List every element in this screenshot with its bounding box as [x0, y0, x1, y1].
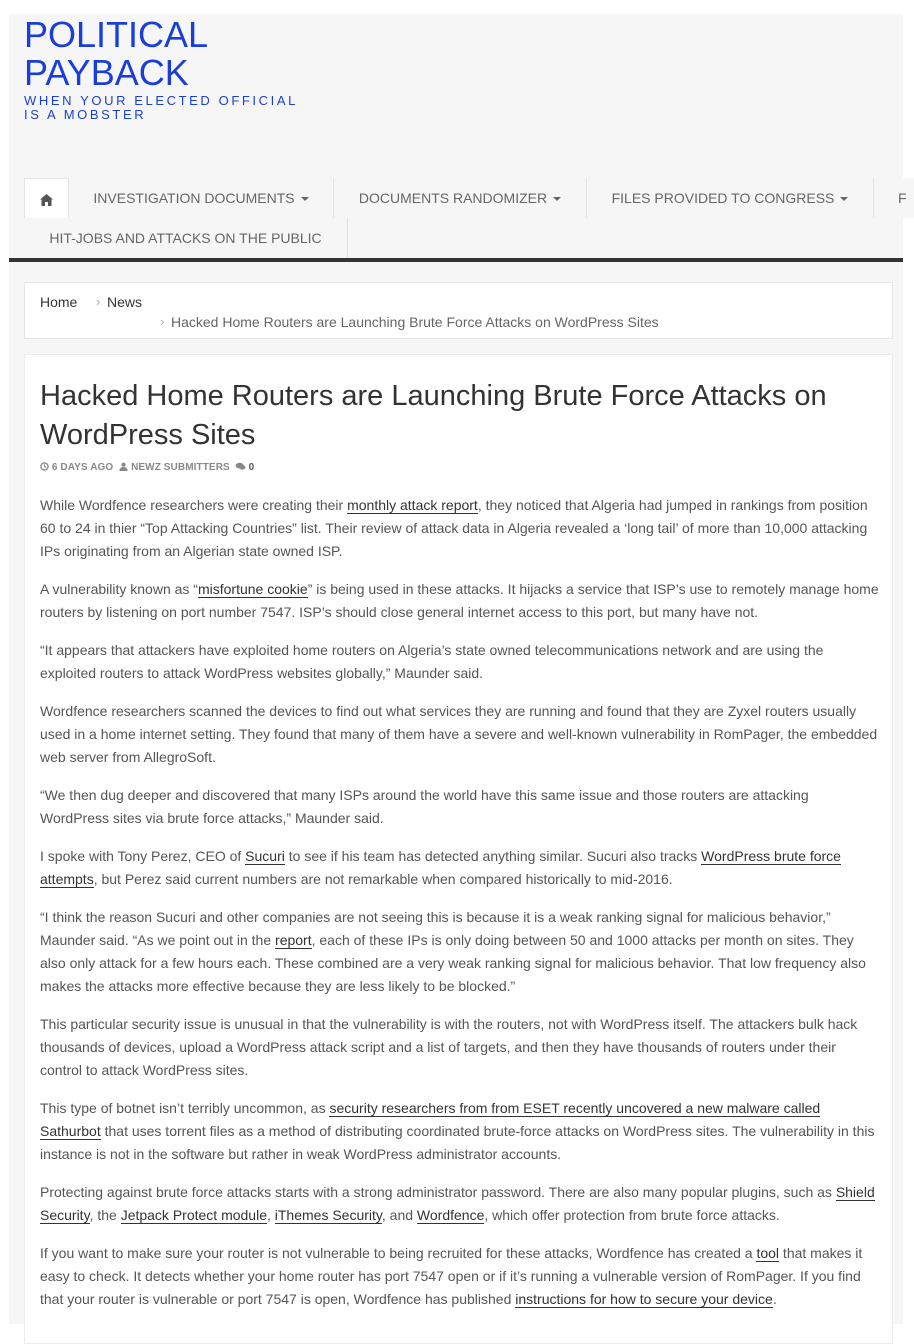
- breadcrumb: [24, 282, 893, 339]
- paragraph: A vulnerability known as “misfortune cookie” is being used in these attacks. It hijacks a service that ISP’s use to remotely manage home routers by listening on port number 7547. ISP’s should close general internet access to this port, but many have not.: [40, 581, 879, 620]
- paragraph: Wordfence researchers scanned the devices to find out what services they are running and found that they are Zyxel routers usually used in a home internet setting. They found that many of them have a severe and well-known vulnerability in RomPager, the embedded web server from AllegroSoft.: [40, 703, 878, 765]
- paragraph: “I think the reason Sucuri and other companies are not seeing this is because it is a weak ranking signal for malicious behavior,” Maunder said. “As we point out in the report, each of these IPs is only doing between 50 and 1000 attacks per month on sites. They also only attack for a few hours each. These combined are a very weak ranking signal for malicious behavior. That low frequency also makes the attacks more effective because they are less likely to be blocked.”: [40, 909, 866, 994]
- link-secure-device-instructions[interactable]: instructions for how to secure your device: [515, 1291, 773, 1307]
- paragraph: If you want to make sure your router is not vulnerable to being recruited for these attacks, Wordfence has created a tool that makes it easy to check. It detects whether your home router has port 7547 open or if it’s running a vulnerable version of RomPager. If you find that your router is vulnerable or port 7547 is open, Wordfence has published instructions for how to secure your device.: [40, 1245, 863, 1307]
- breadcrumb-current: Hacked Home Routers are Launching Brute Force Attacks on WordPress Sites: [171, 314, 659, 330]
- caret-down-icon: [840, 197, 848, 201]
- article-meta: [40, 462, 254, 473]
- nav-home[interactable]: [24, 178, 69, 218]
- page: [9, 14, 907, 1324]
- clock-icon: [40, 462, 49, 471]
- breadcrumb-home[interactable]: Home: [40, 294, 78, 310]
- nav-label: DOCUMENTS RANDOMIZER: [358, 190, 548, 206]
- nav-label: F: [898, 190, 907, 206]
- site-tagline-line2: IS A MOBSTER: [24, 107, 147, 122]
- nav-label: INVESTIGATION DOCUMENTS: [93, 190, 295, 206]
- nav-divider: [9, 258, 903, 262]
- paragraph: Protecting against brute force attacks starts with a strong administrator password. There are also many popular plugins, such as Shield Security, the Jetpack Protect module, iThemes Security, and Wordfence, which offer protection from brute force attacks.: [40, 1184, 875, 1223]
- article: [24, 354, 893, 1344]
- nav-label: FILES PROVIDED TO CONGRESS: [611, 190, 835, 206]
- link-tool[interactable]: tool: [756, 1245, 780, 1261]
- paragraph: “It appears that attackers have exploited home routers on Algeria’s state owned telecommunications network and are using the exploited routers to attack WordPress websites globally,” Maunder said.: [40, 642, 824, 681]
- site-header: [9, 14, 903, 178]
- paragraph: While Wordfence researchers were creating their monthly attack report, they noticed that Algeria had jumped in rankings from position 60 to 24 in thier “Top Attacking Countries” list. Their review of attack data in Algeria revealed a ‘long tail’ of more than 10,000 attacking IPs originating from an Algerian state owned ISP.: [40, 497, 868, 559]
- link-jetpack-protect[interactable]: Jetpack Protect module: [120, 1207, 267, 1223]
- link-wordfence[interactable]: Wordfence: [416, 1207, 485, 1223]
- link-ithemes-security[interactable]: iThemes Security: [274, 1207, 382, 1223]
- caret-down-icon: [553, 197, 561, 201]
- nav-documents-randomizer[interactable]: [334, 178, 587, 218]
- post-author[interactable]: NEWZ SUBMITTERS: [131, 462, 230, 473]
- link-shield-security[interactable]: Shield Security: [40, 1184, 875, 1223]
- nav-label: HIT-JOBS AND ATTACKS ON THE PUBLIC: [49, 230, 322, 246]
- link-report[interactable]: report: [275, 932, 312, 948]
- breadcrumb-news[interactable]: News: [107, 294, 143, 310]
- nav-investigation-documents[interactable]: [69, 178, 334, 218]
- paragraph: “We then dug deeper and discovered that many ISPs around the world have this same issue and those routers are attacking WordPress sites via brute force attacks,” Maunder said.: [40, 787, 809, 826]
- breadcrumb-separator: ›: [96, 294, 101, 309]
- article-body: [40, 494, 880, 1326]
- link-sucuri[interactable]: Sucuri: [245, 848, 285, 864]
- site-title[interactable]: [24, 16, 208, 92]
- caret-down-icon: [301, 197, 309, 201]
- site-tagline: [24, 94, 298, 122]
- site-tagline-line1: WHEN YOUR ELECTED OFFICIAL: [24, 93, 298, 108]
- breadcrumb-separator: ›: [160, 314, 165, 329]
- user-icon: [119, 462, 128, 471]
- nav-files-provided-to-congress[interactable]: [587, 178, 874, 218]
- main-nav: [9, 178, 907, 260]
- link-eset-sathurbot[interactable]: security researchers from from ESET recently uncovered a new malware called Sathurbot: [40, 1100, 821, 1139]
- link-misfortune-cookie[interactable]: misfortune cookie: [197, 581, 308, 597]
- nav-item-truncated[interactable]: [874, 178, 914, 218]
- paragraph: This type of botnet isn’t terribly uncommon, as security researchers from from ESET recently uncovered a new malware called Sathurbot that uses torrent files as a method of distributing coordinated brute-force attacks on WordPress sites. The vulnerability in this instance is not in the software but rather in weak WordPress administrator accounts.: [40, 1100, 875, 1162]
- site-title-line2[interactable]: PAYBACK: [24, 52, 189, 93]
- comments-icon: [235, 462, 246, 471]
- post-date[interactable]: 6 DAYS AGO: [51, 462, 114, 473]
- site-title-line1[interactable]: POLITICAL: [24, 14, 209, 55]
- paragraph: I spoke with Tony Perez, CEO of Sucuri to see if his team has detected anything similar. Sucuri also tracks WordPress brute force attempts, but Perez said current numbers are not remarkable when compared historically to mid-2016.: [40, 848, 841, 887]
- link-wordpress-brute-force-attempts[interactable]: WordPress brute force attempts: [40, 848, 841, 887]
- nav-hit-jobs[interactable]: [24, 218, 348, 258]
- paragraph: This particular security issue is unusual in that the vulnerability is with the routers, not with WordPress itself. The attackers bulk hack thousands of devices, upload a WordPress attack script and a list of targets, and then they have thousands of routers under their control to attack WordPress sites.: [40, 1016, 858, 1078]
- article-title: Hacked Home Routers are Launching Brute Force Attacks on WordPress Sites: [40, 380, 827, 451]
- home-icon: [40, 194, 53, 206]
- comment-count[interactable]: 0: [248, 462, 255, 473]
- link-monthly-attack-report[interactable]: monthly attack report: [347, 497, 478, 513]
